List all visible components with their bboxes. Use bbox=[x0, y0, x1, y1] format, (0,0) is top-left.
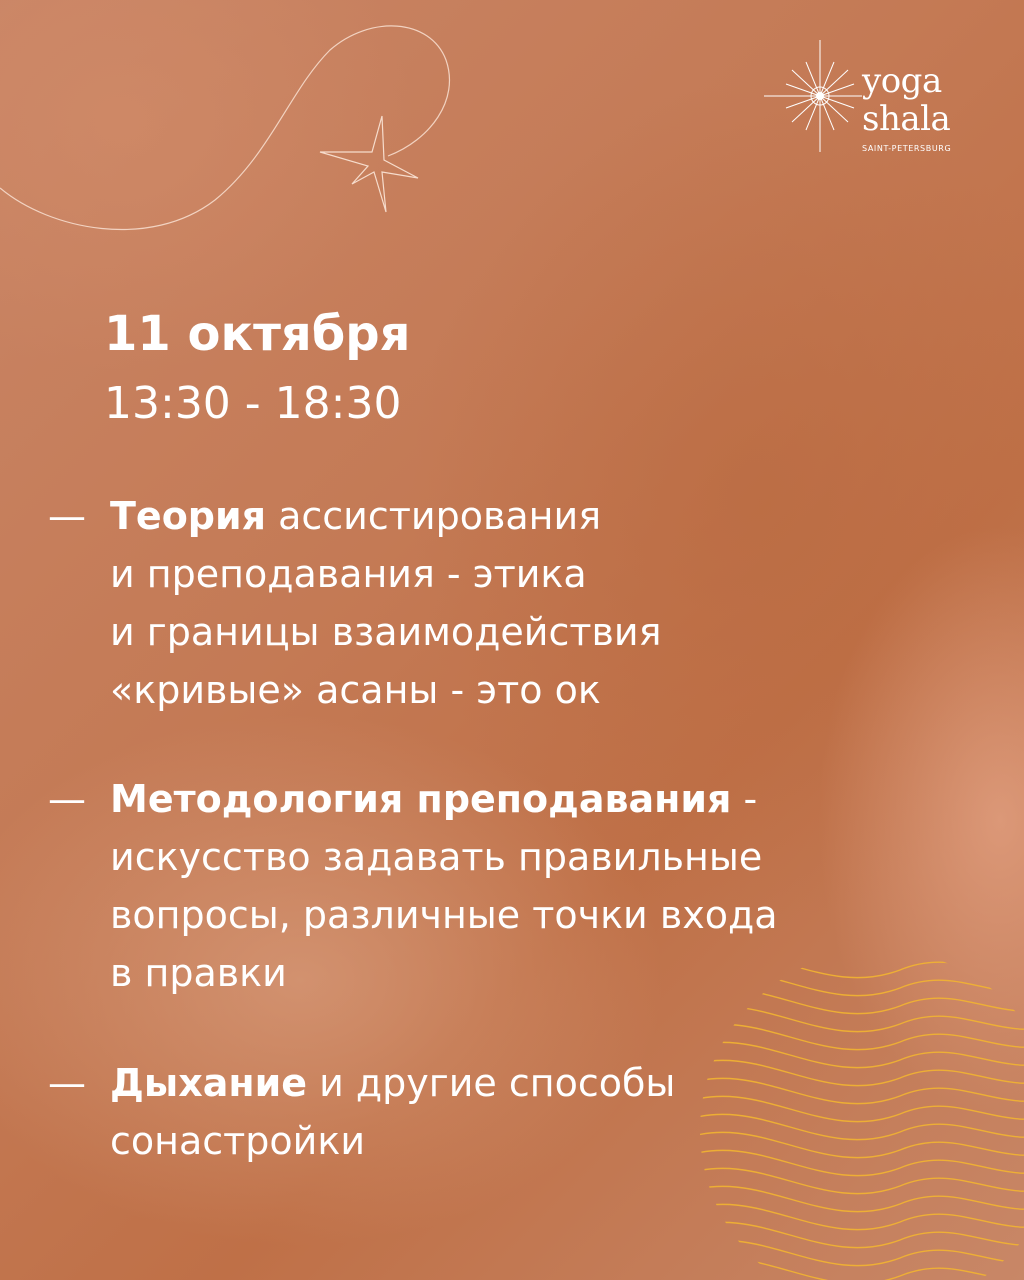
sun-burst-icon bbox=[762, 40, 862, 160]
section-title: Дыхание bbox=[110, 1061, 308, 1105]
logo-word-yoga: yoga bbox=[862, 61, 942, 101]
section-line: сонастройки bbox=[110, 1119, 366, 1163]
section-line: и преподавания - этика bbox=[110, 552, 587, 596]
section-line: вопросы, различные точки входа bbox=[110, 893, 778, 937]
section-line: «кривые» асаны - это ок bbox=[110, 668, 601, 712]
dash: — bbox=[48, 1061, 86, 1105]
section-title: Теория bbox=[110, 494, 267, 538]
logo-word-shala: shala bbox=[862, 99, 951, 139]
dash: — bbox=[48, 494, 86, 538]
section-line: и границы взаимодействия bbox=[110, 610, 662, 654]
event-time: 13:30 - 18:30 bbox=[104, 378, 402, 429]
section-text: ассистирования bbox=[266, 494, 602, 538]
section-text: - bbox=[731, 777, 758, 821]
dash: — bbox=[48, 777, 86, 821]
section-line: искусство задавать правильные bbox=[110, 835, 763, 879]
section-line: в правки bbox=[110, 951, 287, 995]
section-title: Методология преподавания bbox=[110, 777, 732, 821]
logo-city: SAINT-PETERSBURG bbox=[862, 144, 952, 153]
section-theory bbox=[48, 487, 661, 719]
section-breathing bbox=[48, 1054, 675, 1170]
event-date: 11 октября bbox=[104, 306, 411, 362]
section-methodology bbox=[48, 770, 778, 1002]
section-text: и другие способы bbox=[307, 1061, 676, 1105]
yoga-shala-logo bbox=[762, 40, 972, 160]
